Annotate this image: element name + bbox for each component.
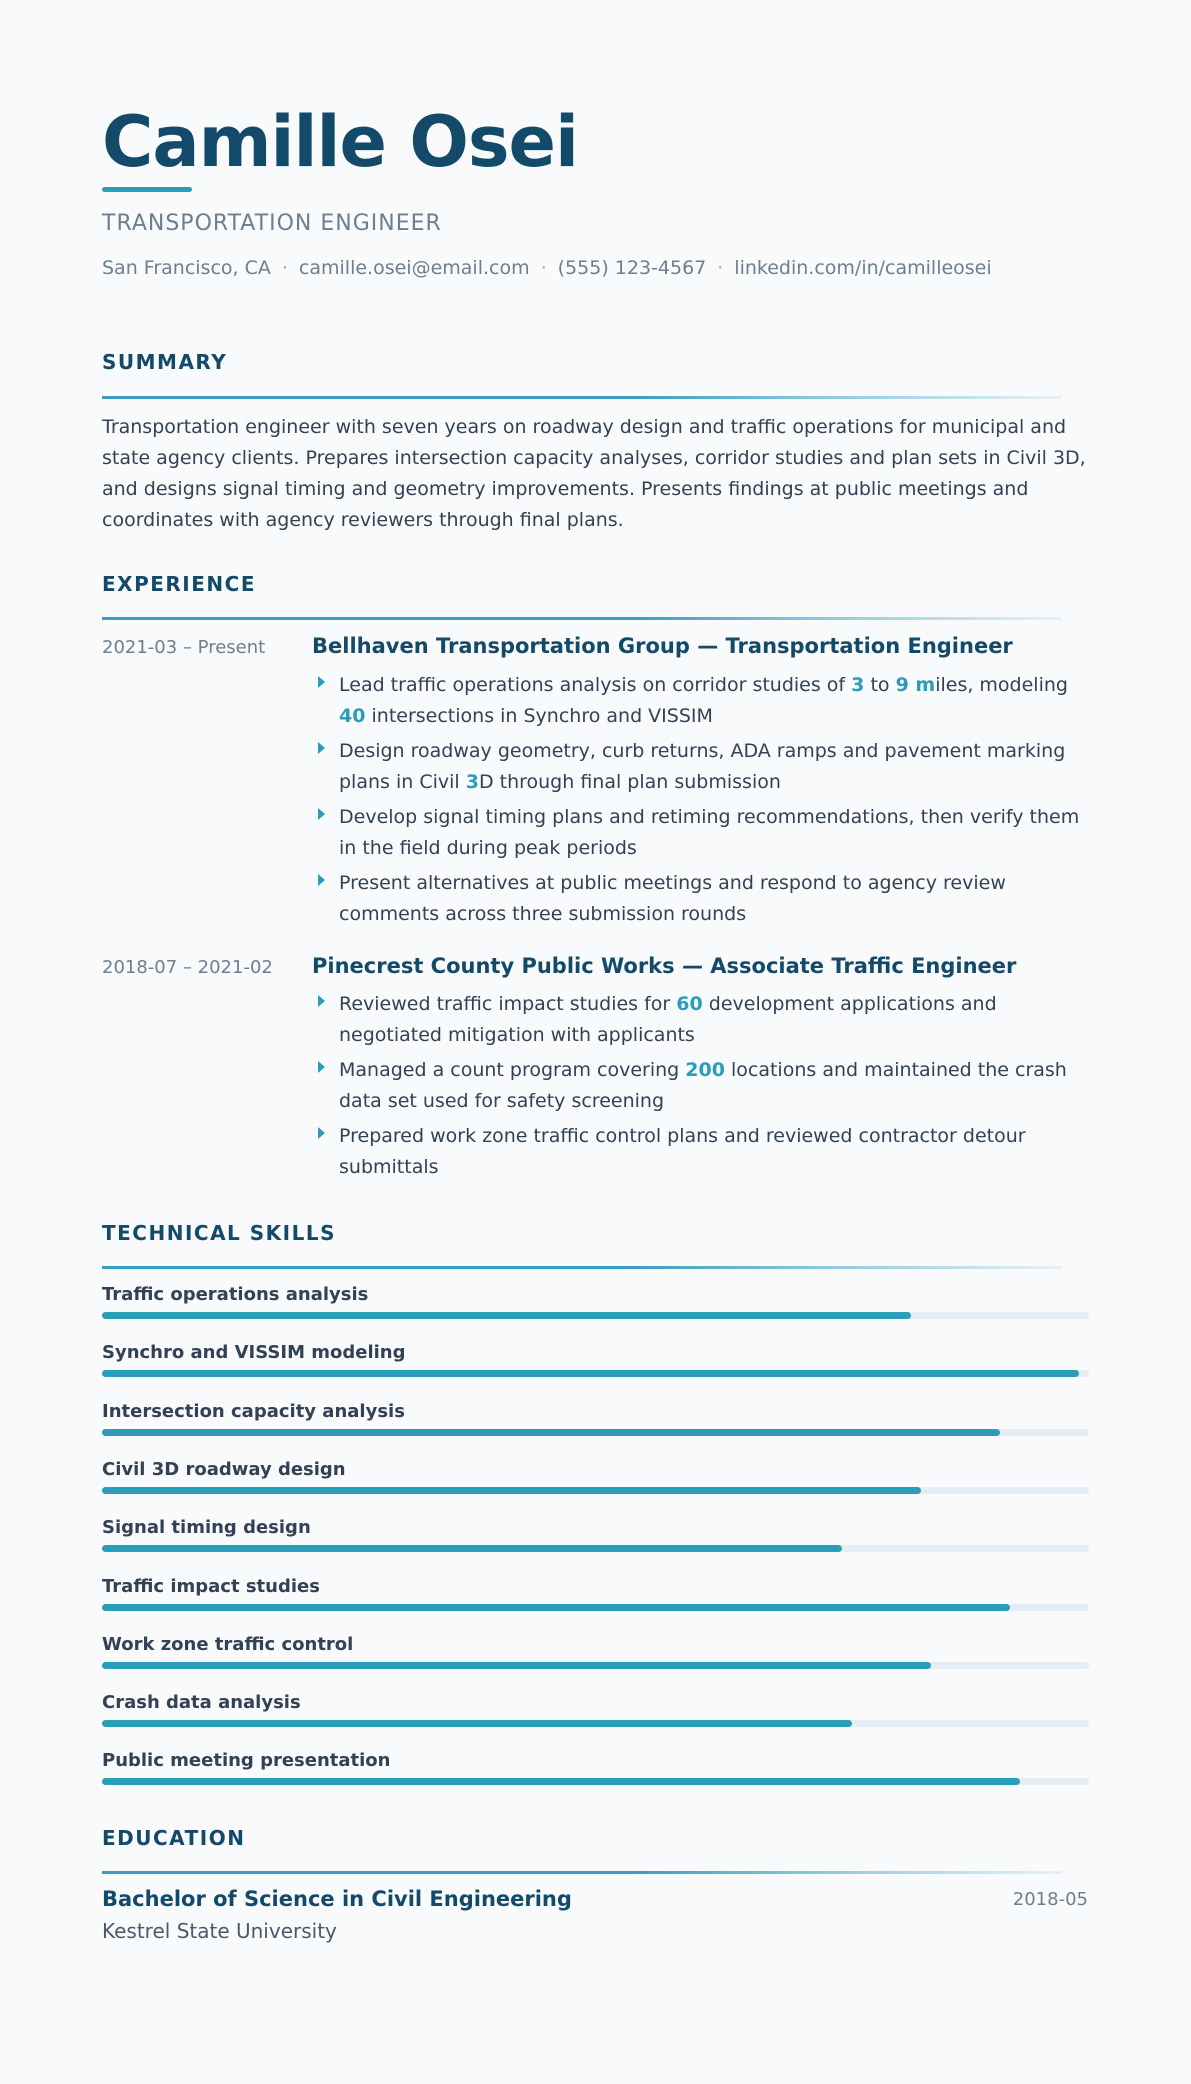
skill-item: [102, 1692, 1089, 1713]
skill-label: Crash data analysis: [102, 1692, 301, 1714]
highlight-number: 200: [685, 1059, 725, 1081]
skill-bar-track: [102, 1312, 1089, 1319]
school-name: Kestrel State University: [102, 1919, 337, 1943]
bullet-triangle-icon: [318, 874, 325, 886]
bullet-item: Design roadway geometry, curb returns, ADA ramps and pavement marking plans in Civil 3D through final plan submission: [312, 736, 1092, 798]
skill-label: Work zone traffic control: [102, 1633, 354, 1655]
skill-label: Traffic impact studies: [102, 1575, 320, 1597]
contact-line: [102, 257, 992, 279]
bullet-item: Lead traffic operations analysis on corridor studies of 3 to 9 miles, modeling 40 intersections in Synchro and VISSIM: [312, 670, 1092, 732]
skill-label: Traffic operations analysis: [102, 1284, 369, 1305]
experience-heading: EXPERIENCE: [102, 572, 256, 596]
contact-separator: ·: [281, 257, 288, 279]
skill-label: Public meeting presentation: [102, 1750, 391, 1772]
job-title: Pinecrest County Public Works — Associate Traffic Engineer: [312, 954, 1017, 978]
candidate-name: Camille Osei: [102, 101, 579, 183]
skill-bar-fill: [102, 1604, 1010, 1611]
skill-item: [102, 1401, 1089, 1422]
skill-bar-fill: [102, 1429, 1000, 1436]
skill-bar-track: [102, 1604, 1089, 1611]
skill-bar-track: [102, 1370, 1089, 1377]
bullet-triangle-icon: [318, 676, 325, 688]
bullet-item: Prepared work zone traffic control plans and reviewed contractor detour submittals: [312, 1121, 1092, 1183]
skill-item: [102, 1634, 1089, 1655]
bullet-triangle-icon: [318, 995, 325, 1007]
bullet-triangle-icon: [318, 1061, 325, 1073]
bullet-triangle-icon: [318, 808, 325, 820]
skills-heading: TECHNICAL SKILLS: [102, 1221, 336, 1245]
skill-bar-fill: [102, 1778, 1020, 1785]
skill-label: Synchro and VISSIM modeling: [102, 1342, 406, 1364]
name-underline: [102, 187, 192, 192]
contact-separator: ·: [717, 257, 724, 279]
job-bullets: [312, 670, 1092, 934]
bullet-item: Managed a count program covering 200 locations and maintained the crash data set used for safety screening: [312, 1055, 1092, 1117]
skill-item: [102, 1576, 1089, 1597]
skill-bar-fill: [102, 1370, 1079, 1377]
education-divider: [102, 1871, 1062, 1874]
skill-bar-fill: [102, 1662, 931, 1669]
skill-item: [102, 1342, 1089, 1363]
education-heading: EDUCATION: [102, 1826, 246, 1850]
highlight-number: 3: [465, 771, 479, 793]
skill-item: [102, 1517, 1089, 1538]
skill-bar-track: [102, 1545, 1089, 1552]
skill-bar-track: [102, 1662, 1089, 1669]
bullet-triangle-icon: [318, 1127, 325, 1139]
contact-phone[interactable]: (555) 123-4567: [557, 257, 707, 279]
skill-bar-track: [102, 1487, 1089, 1494]
skill-bar-fill: [102, 1312, 911, 1319]
bullet-item: Reviewed traffic impact studies for 60 development applications and negotiated mitigation with applicants: [312, 989, 1092, 1051]
education-date: 2018-05: [1012, 1889, 1088, 1910]
summary-text: Transportation engineer with seven years on roadway design and traffic operations for municipal and state agency clients. Prepares intersection capacity analyses, corridor studies and plan sets in Civil 3D, and designs signal timing and geometry improvements. Presents findings at public meetings and coordinates with agency reviewers through final plans.: [102, 416, 1086, 531]
contact-linkedin[interactable]: linkedin.com/in/camilleosei: [734, 257, 992, 279]
summary-heading: SUMMARY: [102, 350, 228, 374]
job-bullets: [312, 989, 1092, 1187]
skills-divider: [102, 1266, 1062, 1269]
bullet-item: Develop signal timing plans and retiming recommendations, then verify them in the field during peak periods: [312, 802, 1092, 864]
job-title: Bellhaven Transportation Group — Transportation Engineer: [312, 634, 1013, 658]
contact-location: San Francisco, CA: [102, 257, 271, 279]
skill-label: Civil 3D roadway design: [102, 1458, 346, 1480]
highlight-number: 60: [676, 993, 703, 1015]
job-date: 2018-07 – 2021-02: [102, 957, 273, 978]
highlight-number: 9 m: [895, 674, 936, 696]
skill-bar-fill: [102, 1545, 842, 1552]
skill-item: [102, 1284, 1089, 1305]
skill-bar-track: [102, 1720, 1089, 1727]
job-date: 2021-03 – Present: [102, 637, 266, 658]
contact-email[interactable]: camille.osei@email.com: [298, 257, 530, 279]
skill-label: Signal timing design: [102, 1517, 311, 1539]
highlight-number: 40: [339, 705, 366, 727]
job-role: TRANSPORTATION ENGINEER: [102, 211, 442, 236]
skill-bar-track: [102, 1778, 1089, 1785]
skill-bar-fill: [102, 1720, 852, 1727]
bullet-triangle-icon: [318, 742, 325, 754]
skill-bar-fill: [102, 1487, 921, 1494]
summary-divider: [102, 396, 1062, 399]
bullet-item: Present alternatives at public meetings and respond to agency review comments across three submission rounds: [312, 868, 1092, 930]
skill-label: Intersection capacity analysis: [102, 1400, 405, 1422]
skill-item: [102, 1459, 1089, 1480]
degree-title: Bachelor of Science in Civil Engineering: [102, 1887, 572, 1911]
highlight-number: 3: [851, 674, 865, 696]
skill-bar-track: [102, 1429, 1089, 1436]
experience-divider: [102, 617, 1062, 620]
skill-item: [102, 1750, 1089, 1771]
contact-separator: ·: [540, 257, 547, 279]
